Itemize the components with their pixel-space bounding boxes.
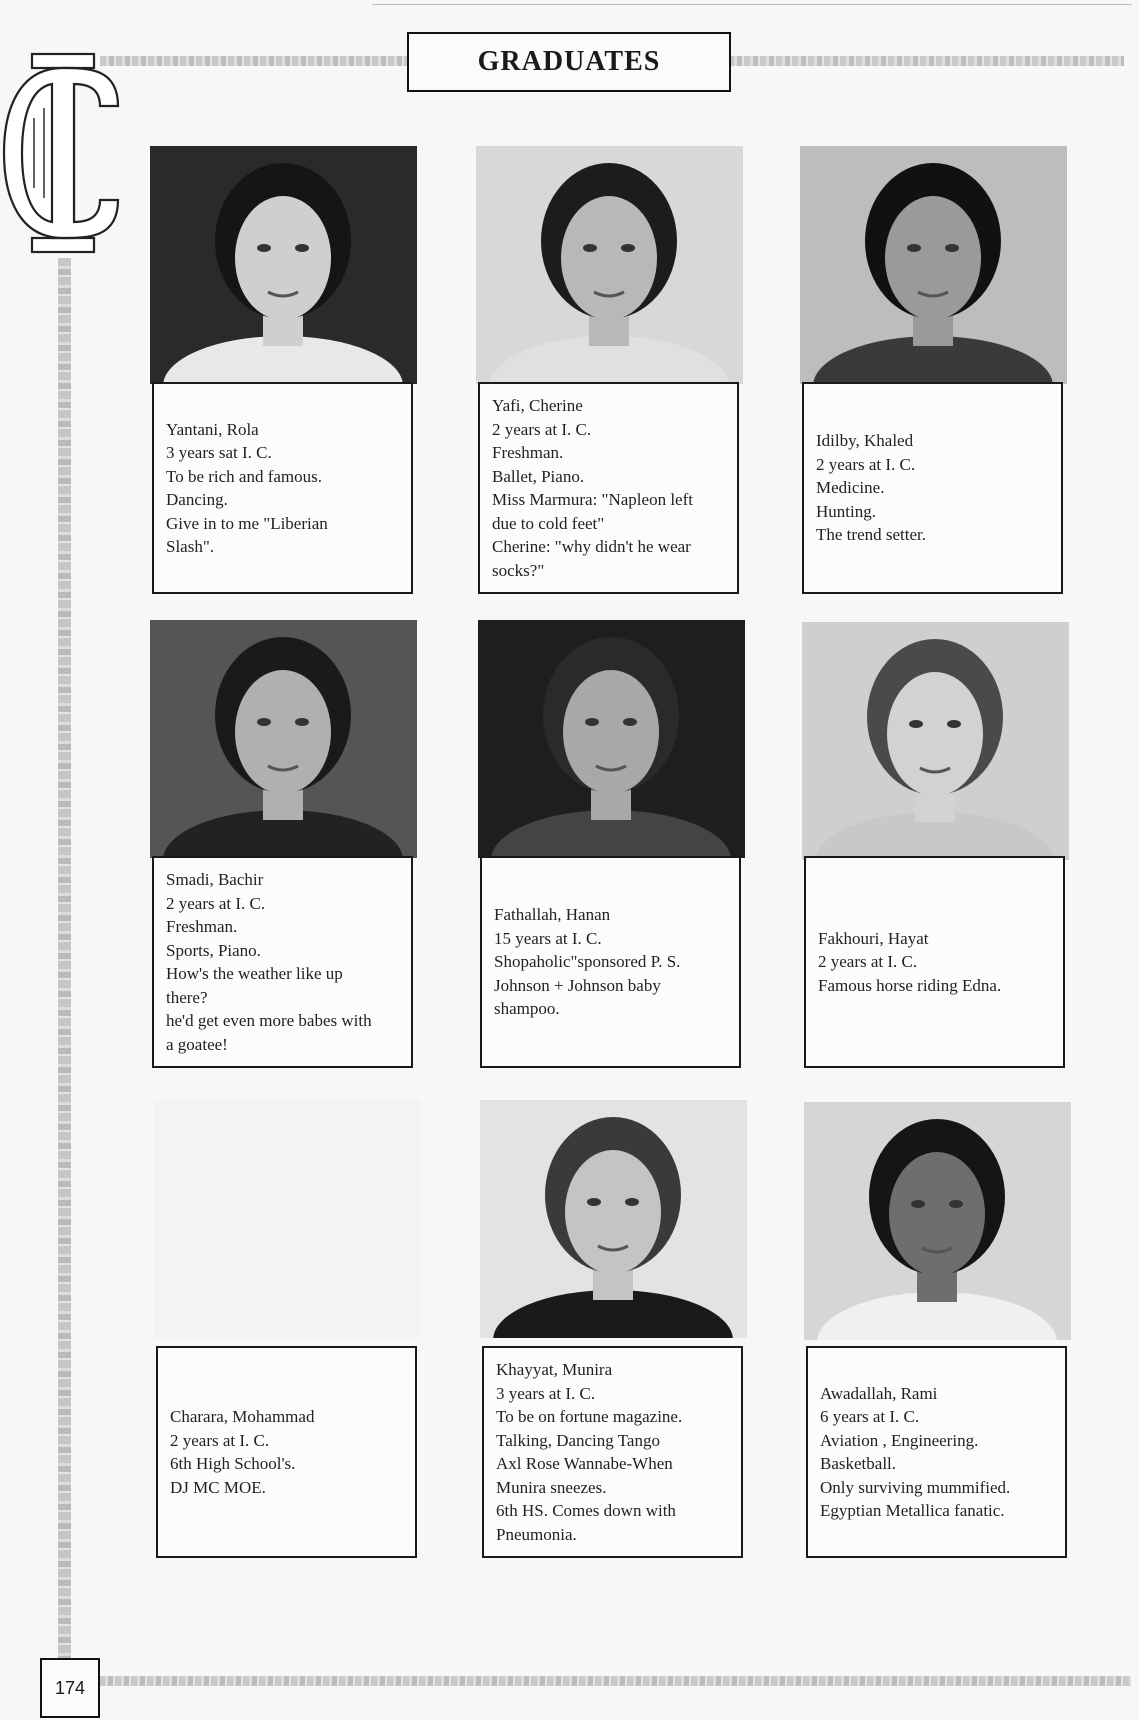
- graduate-name: Khayyat, Munira: [496, 1360, 613, 1379]
- graduate-caption: [804, 856, 1065, 1068]
- graduate-caption: [152, 382, 413, 594]
- portrait-photo-icon: [480, 1100, 747, 1338]
- portrait-photo-icon: [802, 622, 1069, 860]
- graduate-detail-line: shampoo.: [494, 999, 560, 1019]
- graduate-detail-line: Pneumonia.: [496, 1524, 577, 1544]
- graduate-detail-line: Hunting.: [816, 501, 876, 521]
- graduate-detail-line: 6 years at I. C.: [820, 1407, 920, 1426]
- graduate-card: [150, 620, 417, 1068]
- graduate-detail-line: 2 years at I. C.: [492, 419, 592, 439]
- portrait-photo-icon: [800, 146, 1067, 384]
- graduate-detail-line: Ballet, Piano.: [492, 466, 585, 486]
- graduate-detail-line: Slash".: [166, 537, 215, 556]
- portrait-photo-icon: [478, 620, 745, 858]
- graduate-caption: [478, 382, 739, 594]
- graduate-detail-line: DJ MC MOE.: [170, 1477, 266, 1497]
- graduate-card: [802, 622, 1069, 1068]
- graduate-detail-line: 3 years sat I. C.: [166, 443, 272, 462]
- graduate-card: [478, 620, 745, 1068]
- graduate-caption: [806, 1346, 1067, 1558]
- graduate-detail-line: 15 years at I. C.: [494, 928, 602, 948]
- graduate-caption: [156, 1346, 417, 1558]
- graduate-detail-line: Talking, Dancing Tango: [496, 1430, 660, 1450]
- graduate-detail-line: 2 years at I. C.: [170, 1430, 270, 1450]
- left-vertical-rule: [58, 258, 71, 1658]
- graduate-detail-line: Sports, Piano.: [166, 940, 261, 960]
- graduate-name: Awadallah, Rami: [820, 1383, 938, 1403]
- graduate-detail-line: there?: [166, 987, 208, 1007]
- graduate-detail-line: socks?": [492, 560, 545, 580]
- graduate-detail-line: To be on fortune magazine.: [496, 1407, 683, 1426]
- graduate-detail-line: Axl Rose Wannabe-When: [496, 1454, 673, 1473]
- graduate-name: Yantani, Rola: [166, 419, 259, 439]
- graduate-card: [804, 1102, 1071, 1558]
- footer-bar: [99, 1676, 1131, 1686]
- ic-monogram-logo-icon: [0, 48, 126, 258]
- graduate-detail-line: To be rich and famous.: [166, 466, 323, 486]
- graduate-detail-line: Only surviving mummified.: [820, 1477, 1011, 1497]
- graduate-caption: [482, 1346, 743, 1558]
- portrait-photo-icon: [476, 146, 743, 384]
- graduate-card: [800, 146, 1067, 594]
- graduate-detail-line: he'd get even more babes with: [166, 1011, 372, 1030]
- page-title: GRADUATES: [477, 46, 661, 77]
- graduate-caption: [152, 856, 413, 1068]
- graduate-caption: [480, 856, 741, 1068]
- graduate-detail-line: Egyptian Metallica fanatic.: [820, 1501, 1005, 1520]
- graduate-detail-line: 2 years at I. C.: [166, 893, 266, 913]
- graduate-detail-line: Give in to me "Liberian: [166, 513, 328, 533]
- graduate-detail-line: 6th High School's.: [170, 1454, 296, 1473]
- graduate-detail-line: Cherine: "why didn't he wear: [492, 537, 691, 556]
- graduate-name: Idilby, Khaled: [816, 431, 914, 451]
- graduate-detail-line: The trend setter.: [816, 525, 926, 545]
- graduate-detail-line: Basketball.: [820, 1454, 897, 1473]
- portrait-photo-icon: [150, 146, 417, 384]
- header-bar-right: [728, 56, 1124, 66]
- graduate-card: [150, 146, 417, 594]
- graduate-detail-line: 2 years at I. C.: [818, 952, 918, 972]
- graduate-detail-line: Dancing.: [166, 490, 228, 509]
- page-title-box: [407, 32, 731, 92]
- graduate-caption: [802, 382, 1063, 594]
- graduate-name: Smadi, Bachir: [166, 870, 264, 889]
- graduate-detail-line: Medicine.: [816, 478, 885, 498]
- graduate-detail-line: Freshman.: [492, 443, 564, 462]
- graduate-detail-line: Aviation , Engineering.: [820, 1430, 979, 1450]
- graduate-detail-line: Miss Marmura: "Napleon left: [492, 490, 693, 509]
- graduate-name: Fathallah, Hanan: [494, 905, 611, 925]
- graduate-detail-line: Munira sneezes.: [496, 1477, 607, 1497]
- portrait-photo-icon: [150, 620, 417, 858]
- graduate-detail-line: due to cold feet": [492, 513, 605, 533]
- graduate-card: [154, 1100, 421, 1558]
- graduate-detail-line: Freshman.: [166, 917, 238, 936]
- top-rule: [372, 4, 1132, 5]
- graduate-card: [480, 1100, 747, 1558]
- missing-photo-area: [154, 1100, 421, 1338]
- header-bar-left: [100, 56, 410, 66]
- graduate-card: [476, 146, 743, 594]
- graduate-name: Yafi, Cherine: [492, 396, 583, 415]
- graduate-detail-line: 3 years at I. C.: [496, 1383, 596, 1403]
- graduate-detail-line: 6th HS. Comes down with: [496, 1501, 676, 1520]
- portrait-photo-icon: [804, 1102, 1071, 1340]
- graduate-name: Charara, Mohammad: [170, 1407, 315, 1426]
- graduate-detail-line: a goatee!: [166, 1034, 228, 1054]
- graduate-detail-line: Johnson + Johnson baby: [494, 975, 661, 995]
- page-number: 174: [40, 1658, 100, 1718]
- graduate-detail-line: Shopaholic"sponsored P. S.: [494, 952, 681, 972]
- graduate-detail-line: 2 years at I. C.: [816, 454, 916, 474]
- graduate-name: Fakhouri, Hayat: [818, 928, 929, 948]
- graduate-detail-line: Famous horse riding Edna.: [818, 975, 1002, 995]
- graduate-detail-line: How's the weather like up: [166, 964, 343, 983]
